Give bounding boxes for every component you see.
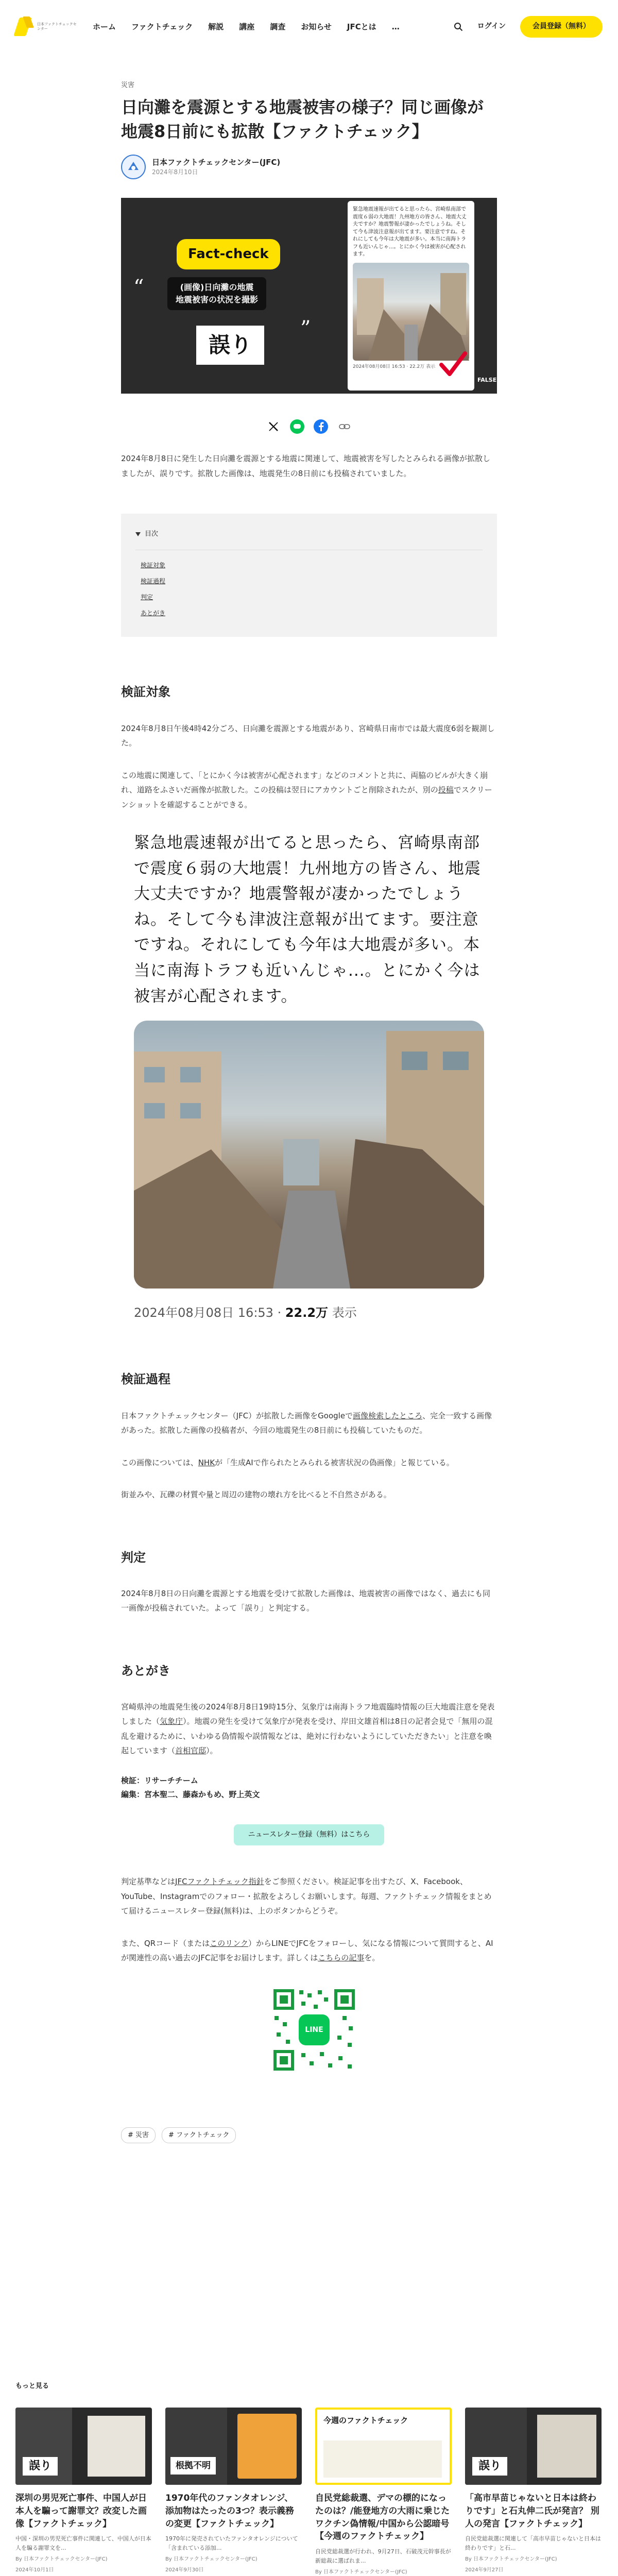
jma-link[interactable]: 気象庁 [160, 1717, 183, 1726]
section-heading-target: 検証対象 [121, 685, 170, 700]
related-card-image [465, 2408, 602, 2485]
avatar[interactable] [121, 155, 146, 179]
x-share-icon[interactable] [266, 419, 281, 434]
article-link[interactable]: こちらの記事 [318, 1953, 365, 1963]
author-block [121, 155, 497, 179]
site-logo[interactable] [15, 15, 77, 38]
related-card-desc: 1970年に発売されていたファンタオレンジについて「含まれている添加... [165, 2535, 298, 2551]
table-of-contents [121, 514, 497, 637]
site-header [0, 0, 618, 54]
line-qr-code[interactable] [270, 1986, 358, 2074]
section-paragraph: この地震に関連して、「とにかく今は被害が心配されます」などのコメントと共に、両脇のビルが大きく崩れ、道路をふさいだ画像が拡散した。この投稿は翌日にアカウントごと削除されたが、別の投稿でスクリーンショットを確認することができる。 [121, 770, 492, 809]
post-link[interactable]: 投稿 [438, 785, 454, 794]
screenshot-post-date: 2024年08月08日 16:53 · 22.2万 表示 [353, 364, 436, 369]
related-card[interactable] [165, 2408, 302, 2576]
toc-item[interactable]: あとがき [141, 609, 166, 617]
section-paragraph: 判定基準などはJFCファクトチェック指針をご参照ください。検証記事を出すたび、X、Facebook、YouTube、Instagramでのフォロー・拡散をよろしくお願いします。毎週、ファクトチェック情報をまとめて届けるニュースレター登録(無料)は、上のボタンからどうぞ。 [121, 1877, 492, 1916]
intro-paragraph: 2024年8月8日に発生した日向灘を震源とする地震に関連して、地震被害を写したとみられる画像が拡散しましたが、誤りです。拡散した画像は、地震発生の8日前にも投稿されていました。 [121, 454, 490, 478]
section-heading-verdict: 判定 [121, 1550, 146, 1565]
nav-about[interactable]: JFCとは [347, 22, 376, 31]
toc-header[interactable] [135, 528, 483, 540]
guideline-link[interactable]: JFCファクトチェック指針 [175, 1877, 264, 1887]
related-card-desc: 中国・深圳の男児死亡事件に関連して、中国人が日本人を騙る謝罪文を... [15, 2535, 151, 2551]
section-heading-afterword: あとがき [121, 1663, 170, 1678]
card-weekly-badge: 今週のファクトチェック [323, 2416, 408, 2426]
signup-button[interactable]: 会員登録（無料） [520, 16, 603, 37]
tag-disaster[interactable]: # 災害 [121, 2127, 156, 2143]
credit-research: 検証：リサーチチーム [121, 1775, 198, 1785]
section-paragraph: この画像については、NHKが「生成AIで作られたとみられる被害状況の偽画像」と報じている。 [121, 1458, 454, 1467]
related-card[interactable] [15, 2408, 152, 2576]
logo-text: 日本ファクトチェックセンター [37, 22, 77, 31]
toc-item[interactable]: 判定 [141, 593, 153, 601]
view-count: 22.2万 [285, 1306, 329, 1320]
embedded-post [134, 831, 484, 1324]
section-paragraph: 2024年8月8日の日向灘を震源とする地震を受けて拡散した画像は、地震被害の画像ではなく、過去にも同一画像が投稿されていた。よって「誤り」と判定する。 [121, 1588, 490, 1613]
related-heading: もっと見る [15, 2382, 49, 2390]
verdict-label: 誤り [196, 326, 264, 365]
section-paragraph: 2024年8月8日午後4時42分ごろ、日向灘を震源とする地震があり、宮崎県日南市では最大震度6弱を観測した。 [121, 723, 495, 748]
related-card-desc: 自民党総裁選が行われ、9月27日、石破茂元幹事長が新総裁に選ばれま... [315, 2548, 451, 2564]
facebook-share-icon[interactable] [314, 419, 328, 434]
toc-item[interactable]: 検証対象 [141, 561, 166, 569]
embedded-post-meta: 2024年08月08日 16:53 · 22.2万 表示 [134, 1306, 357, 1320]
nav-explainer[interactable]: 解説 [208, 22, 224, 31]
kantei-link[interactable]: 首相官邸 [175, 1746, 207, 1756]
factcheck-badge: Fact-check [177, 239, 280, 269]
related-card-title: 「高市早苗じゃないと日本は終わりです」と石丸伸二氏が発言？ 別人の発言【ファクトチェック】 [465, 2493, 599, 2529]
nav-more[interactable]: … [391, 22, 400, 31]
quote-open-icon: “ [133, 276, 144, 300]
related-card-author: By 日本ファクトチェックセンター(JFC) [165, 2556, 258, 2563]
related-card[interactable] [465, 2408, 602, 2576]
related-card-date: 2024年9月30日 [165, 2567, 204, 2573]
card-verdict-badge: 誤り [23, 2457, 58, 2476]
article-title: 日向灘を震源とする地震被害の様子？同じ画像が地震8日前にも拡散【ファクトチェック】 [121, 97, 484, 141]
nav-course[interactable]: 講座 [239, 22, 255, 31]
related-card-author: By 日本ファクトチェックセンター(JFC) [15, 2556, 108, 2563]
false-label: FALSE [477, 377, 497, 384]
related-card-image [315, 2408, 452, 2485]
nav-news[interactable]: お知らせ [301, 22, 332, 31]
section-paragraph: 宮崎県沖の地震発生後の2024年8月8日19時15分、気象庁は南海トラフ地震臨時情報の巨大地震注意を発表しました（気象庁）。地震の発生を受けて気象庁が発表を受け、岸田文雄首相は8日の記者会見で「無用の混乱を避けるために、いわゆる偽情報や誤情報などは、絶対に行わないようにしていただきたい」と注意を喚起しています（首相官邸）。 [121, 1702, 495, 1756]
related-card-image [165, 2408, 302, 2485]
related-card-image [15, 2408, 152, 2485]
section-paragraph: 街並みや、瓦礫の材質や量と周辺の建物の壊れ方を比べると不自然さがある。 [121, 1490, 391, 1500]
credit-editors: 編集：宮本聖二、藤森かもめ、野上英文 [121, 1789, 260, 1799]
publish-date: 2024年8月10日 [152, 168, 198, 176]
triangle-down-icon [135, 532, 141, 536]
image-search-link[interactable]: 画像検索したところ [353, 1411, 423, 1420]
tag-factcheck[interactable]: # ファクトチェック [162, 2127, 236, 2143]
embedded-post-text: 緊急地震速報が出てると思ったら、宮崎県南部で震度６弱の大地震！九州地方の皆さん、地震大丈夫ですか？地震警報が凄かったでしょうね。そして今も津波注意報が出てます。要注意ですね。それにしても今年は大地震が多い。本当に南海トラフも近いんじゃ...。とにかく今は被害が心配されます。 [134, 834, 481, 1006]
line-qr-label: LINE [305, 2025, 323, 2034]
related-card-title: 自民党総裁選、デマの標的になったのは？/能登地方の大雨に乗じたワクチン偽情報/中国から公認暗号【今週のファクトチェック】 [315, 2493, 450, 2542]
nhk-link[interactable]: NHK [198, 1458, 215, 1467]
newsletter-signup-button[interactable]: ニュースレター登録（無料）はこちら [234, 1824, 385, 1845]
main-nav [93, 20, 400, 34]
related-articles [15, 2380, 603, 2576]
related-card-title: 1970年代のファンタオレンジ、添加物はたったの3つ？表示義務の変更【ファクトチェック】 [165, 2493, 294, 2529]
tag-list [121, 2127, 497, 2143]
login-link[interactable]: ログイン [477, 22, 506, 31]
related-card-author: By 日本ファクトチェックセンター(JFC) [465, 2556, 557, 2563]
screenshot-post-image [353, 263, 469, 361]
screenshot-post-text: 緊急地震速報が出てると思ったら、宮崎県南部で震度６弱の大地震！九州地方の皆さん、地震大丈夫ですか？地震警報が凄かったでしょうね。そして今も津波注意報が出てます。要注意ですね。それにしても今年は大地震が多い。本当に南海トラフも近いんじゃ...。とにかく今は被害が心配されます。 [353, 207, 467, 258]
related-card-date: 2024年10月1日 [15, 2567, 54, 2573]
embedded-post-image [134, 1021, 484, 1289]
line-share-icon[interactable] [290, 419, 304, 434]
article-category[interactable]: 災害 [121, 81, 135, 89]
copy-link-icon[interactable] [337, 419, 352, 434]
nav-research[interactable]: 調査 [270, 22, 286, 31]
section-paragraph: また、QRコード（またはこのリンク）からLINEでJFCをフォローし、気になる情報について質問すると、AIが関連性の高い過去のJFC記事をお届けします。詳しくはこちらの記事を。 [121, 1938, 493, 1963]
related-card-title: 深圳の男児死亡事件、中国人が日本人を騙って謝罪文？改変した画像【ファクトチェック】 [15, 2493, 147, 2529]
author-name[interactable]: 日本ファクトチェックセンター(JFC) [152, 158, 281, 167]
credits [121, 1774, 497, 1802]
nav-home[interactable]: ホーム [93, 22, 116, 31]
claim-description: (画像)日向灘の地震 地震被害の状況を撮影 [167, 277, 266, 310]
toc-item[interactable]: 検証過程 [141, 577, 166, 585]
card-verdict-badge: 誤り [472, 2457, 507, 2476]
search-icon[interactable] [454, 22, 463, 31]
share-buttons [121, 419, 497, 434]
related-card-desc: 自民党総裁選に関連して「高市早苗じゃないと日本は終わりです」と石... [465, 2535, 601, 2551]
line-link[interactable]: このリンク [210, 1938, 248, 1948]
related-card-date: 2024年9月27日 [465, 2567, 504, 2573]
section-paragraph: 日本ファクトチェックセンター（JFC）が拡散した画像をGoogleで画像検索したところ、完全一致する画像があった。拡散した画像の投稿者が、今回の地震発生の8日前にも投稿していたものだ。 [121, 1411, 492, 1435]
logo-mark-icon [15, 15, 32, 38]
related-card-author: By 日本ファクトチェックセンター(JFC) [315, 2569, 407, 2575]
related-card[interactable] [315, 2408, 452, 2576]
section-heading-process: 検証過程 [121, 1372, 170, 1387]
checkmark-icon [439, 350, 467, 378]
nav-factcheck[interactable]: ファクトチェック [131, 22, 193, 31]
toc-title: 目次 [145, 530, 159, 538]
hero-image [121, 198, 497, 394]
card-verdict-badge: 根拠不明 [170, 2457, 216, 2475]
article [121, 79, 497, 2143]
quote-close-icon: ” [300, 317, 311, 341]
